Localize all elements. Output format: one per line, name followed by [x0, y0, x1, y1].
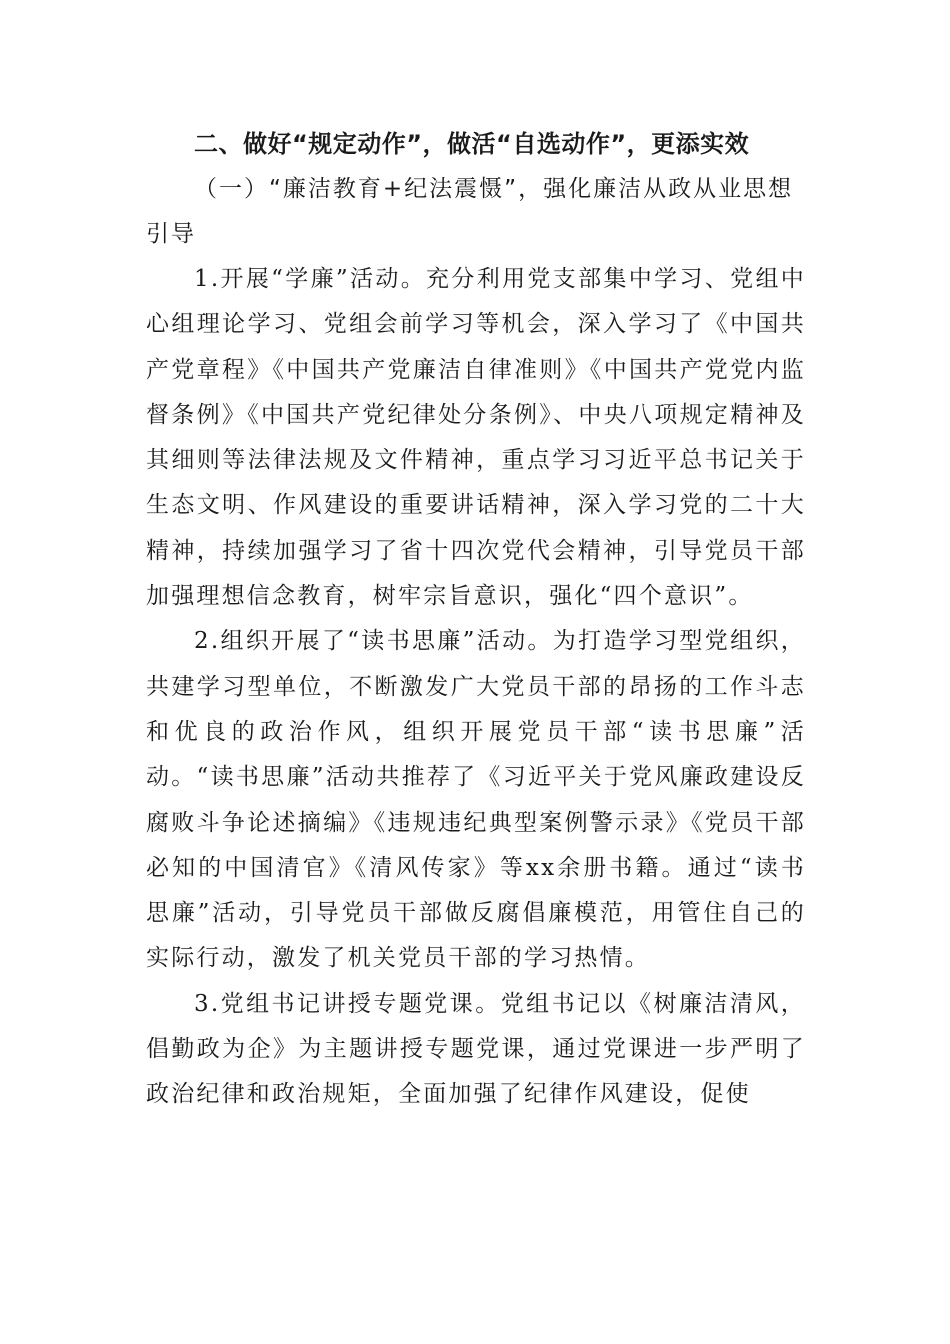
paragraph-1: 1.开展“学廉”活动。充分利用党支部集中学习、党组中心组理论学习、党组会前学习等机会，深入学习了《中国共产党章程》《中国共产党廉洁自律准则》《中国共产党党内监督条例》《中国共产党纪律处分条例》、中央八项规定精神及其细则等法律法规及文件精神，重点学习习近平总书记关于生态文明、作风建设的重要讲话精神，深入学习党的二十大精神，持续加强学习了省十四次党代会精神，引导党员干部加强理想信念教育，树牢宗旨意识，强化“四个意识”。: [146, 266, 806, 610]
section-heading: 二、做好“规定动作”，做活“自选动作”，更添实效: [194, 130, 750, 158]
paragraph-3: 3.党组书记讲授专题党课。党组书记以《树廉洁清风，倡勤政为企》为主题讲授专题党课，通过党课进一步严明了政治纪律和政治规矩，全面加强了纪律作风建设，促使: [146, 990, 806, 1108]
subsection-heading: （一）“廉洁教育+纪法震慑”，强化廉洁从政从业思想引导: [146, 176, 794, 247]
paragraph-2: 2.组织开展了“读书思廉”活动。为打造学习型党组织，共建学习型单位，不断激发广大党员干部的昂扬的工作斗志和优良的政治作风，组织开展党员干部“读书思廉”活动。“读书思廉”活动共推荐了《习近平关于党风廉政建设反腐败斗争论述摘编》《违规违纪典型案例警示录》《党员干部必知的中国清官》《清风传家》等xx余册书籍。通过“读书思廉”活动，引导党员干部做反腐倡廉模范，用管住自己的实际行动，激发了机关党员干部的学习热情。: [146, 628, 806, 972]
document-body: [146, 122, 806, 1118]
